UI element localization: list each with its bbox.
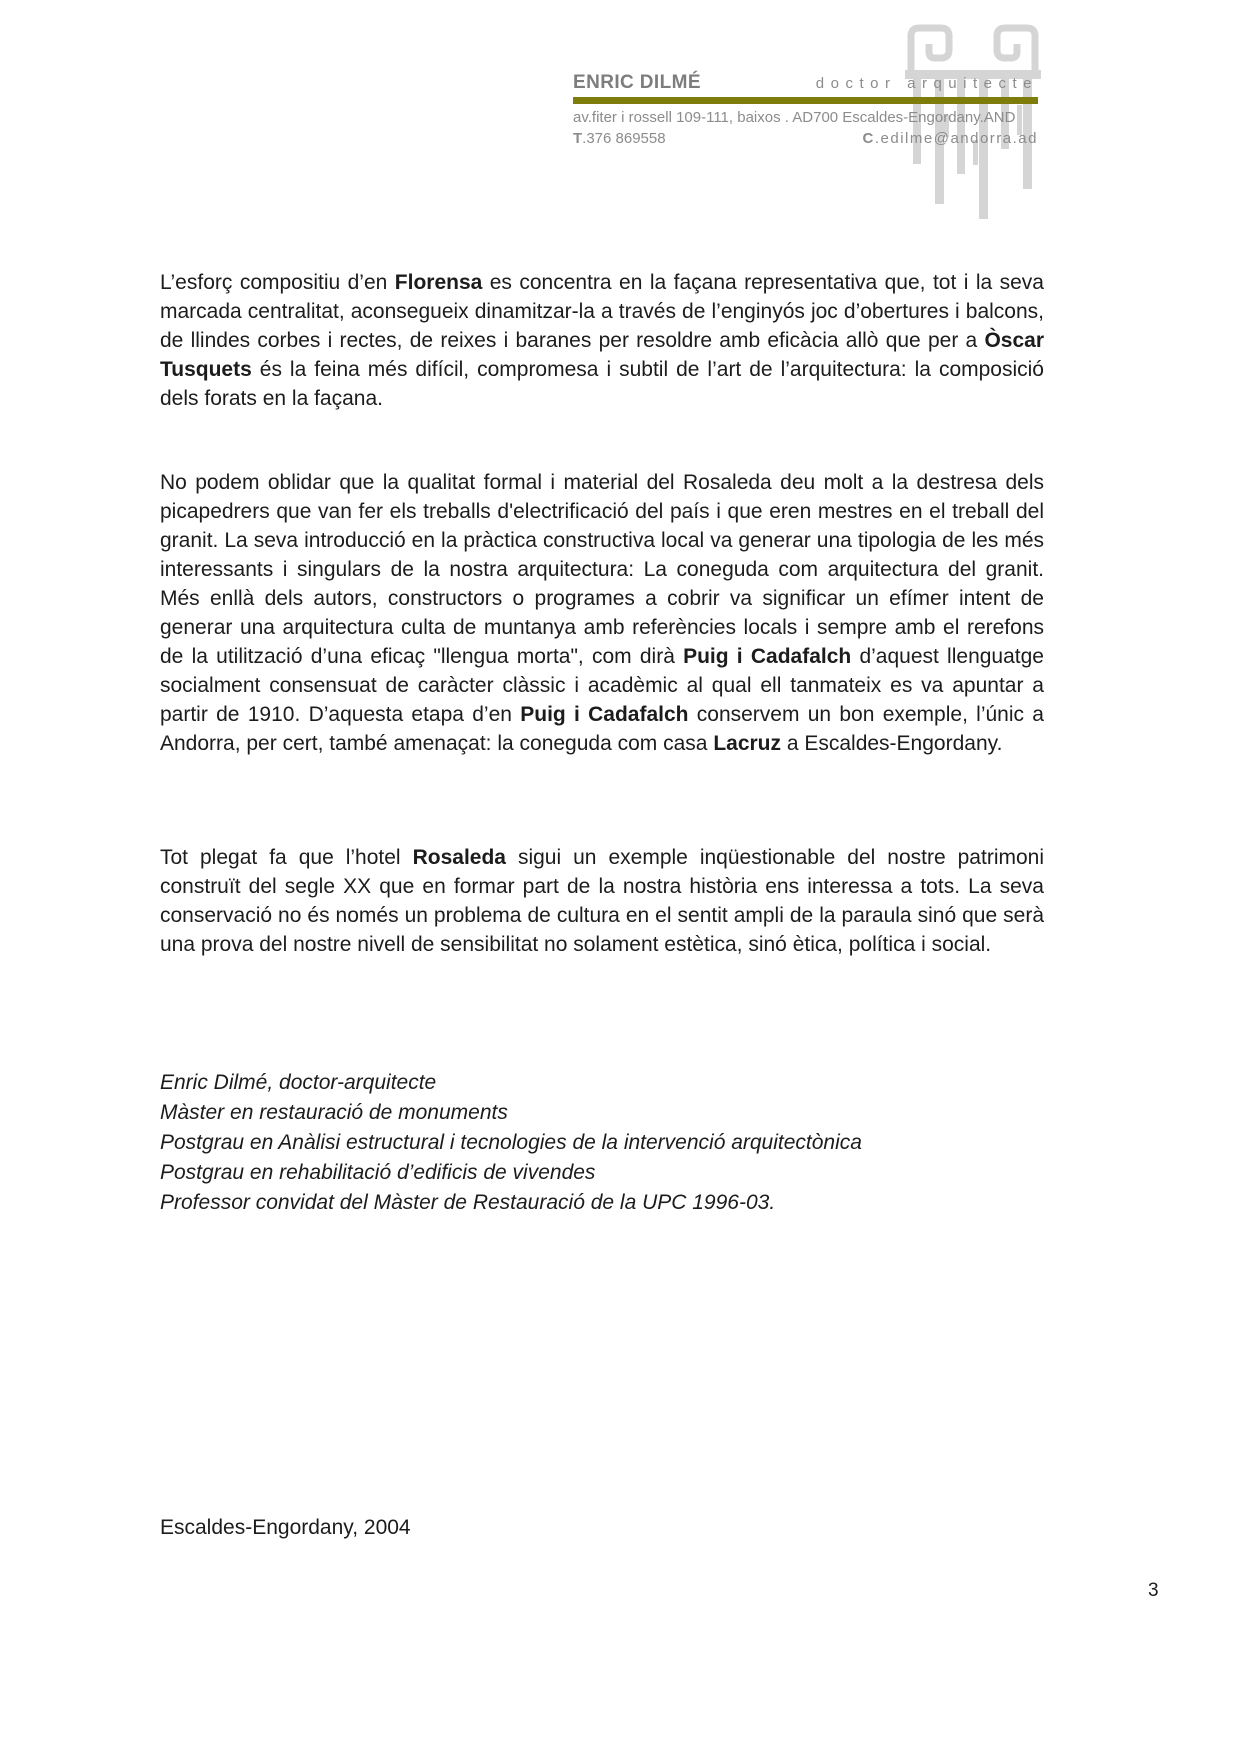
email-value: .edilme@andorra.ad: [874, 130, 1038, 147]
place-and-date: Escaldes-Engordany, 2004: [160, 1516, 411, 1539]
body-paragraph-3: Tot plegat fa que l’hotel Rosaleda sigui un exemple inqüestionable del nostre patrimoni construït del segle XX que en formar part de la nostra història ens interessa a tots. La seva conservació no és només un problema de cultura en el sentit ampli de la paraula sinó que serà una prova del nostre nivell de sensibilitat no solament estètica, sinó ètica, política i social.: [160, 846, 1045, 956]
signature-block: [160, 1068, 1044, 1218]
phone-value: .376 869558: [582, 130, 666, 147]
address-line: av.fiter i rossell 109-111, baixos . AD700 Escaldes-Engordany.AND: [573, 109, 1016, 126]
email-label: C: [862, 130, 875, 147]
signature-line: Postgrau en rehabilitació d’edificis de vivendes: [160, 1161, 596, 1184]
signature-line: Professor convidat del Màster de Restauració de la UPC 1996-03.: [160, 1191, 776, 1214]
letterhead-top-row: [573, 72, 1038, 94]
architect-name: ENRIC DILMÉ: [573, 72, 701, 93]
signature-line: Màster en restauració de monuments: [160, 1101, 508, 1124]
header-rule: [573, 97, 1038, 104]
architect-profession: doctor arquitecte: [815, 75, 1038, 92]
phone: [573, 130, 666, 147]
letterhead: [573, 72, 1038, 147]
phone-label: T: [573, 130, 583, 147]
page-number: 3: [1148, 1580, 1159, 1601]
contact-row: [573, 130, 1038, 147]
signature-line: Postgrau en Anàlisi estructural i tecnologies de la intervenció arquitectònica: [160, 1131, 862, 1154]
body-paragraph-1: L’esforç compositiu d’en Florensa es concentra en la façana representativa que, tot i la seva marcada centralitat, aconsegueix dinamitzar-la a través de l’enginyós joc d’obertures i balcons, de llindes corbes i rectes, de reixes i baranes per resoldre amb eficàcia allò que per a Òscar Tusquets és la feina més difícil, compromesa i subtil de l’art de l’arquitectura: la composició dels forats en la façana.: [160, 271, 1044, 410]
body-paragraph-2: No podem oblidar que la qualitat formal i material del Rosaleda deu molt a la destresa dels picapedrers que van fer els treballs d'electrificació del país i que eren mestres en el treball del granit. La seva introducció en la pràctica constructiva local va generar una tipologia de les més interessants i singulars de la nostra arquitectura: La coneguda com arquitectura del granit. Més enllà dels autors, constructors o programes a cobrir va significar un efímer intent de generar una arquitectura culta de muntanya amb referències locals i sempre amb el rerefons de la utilització d’una eficaç "llengua morta", com dirà Puig i Cadafalch d’aquest llenguatge socialment consensuat de caràcter clàssic i acadèmic al qual ell tanmateix es va apuntar a partir de 1910. D’aquesta etapa d’en Puig i Cadafalch conservem un bon exemple, l’únic a Andorra, per cert, també amenaçat: la coneguda com casa Lacruz a Escaldes-Engordany.: [160, 471, 1044, 755]
email: [863, 130, 1038, 147]
signature-line: Enric Dilmé, doctor-arquitecte: [160, 1071, 437, 1094]
